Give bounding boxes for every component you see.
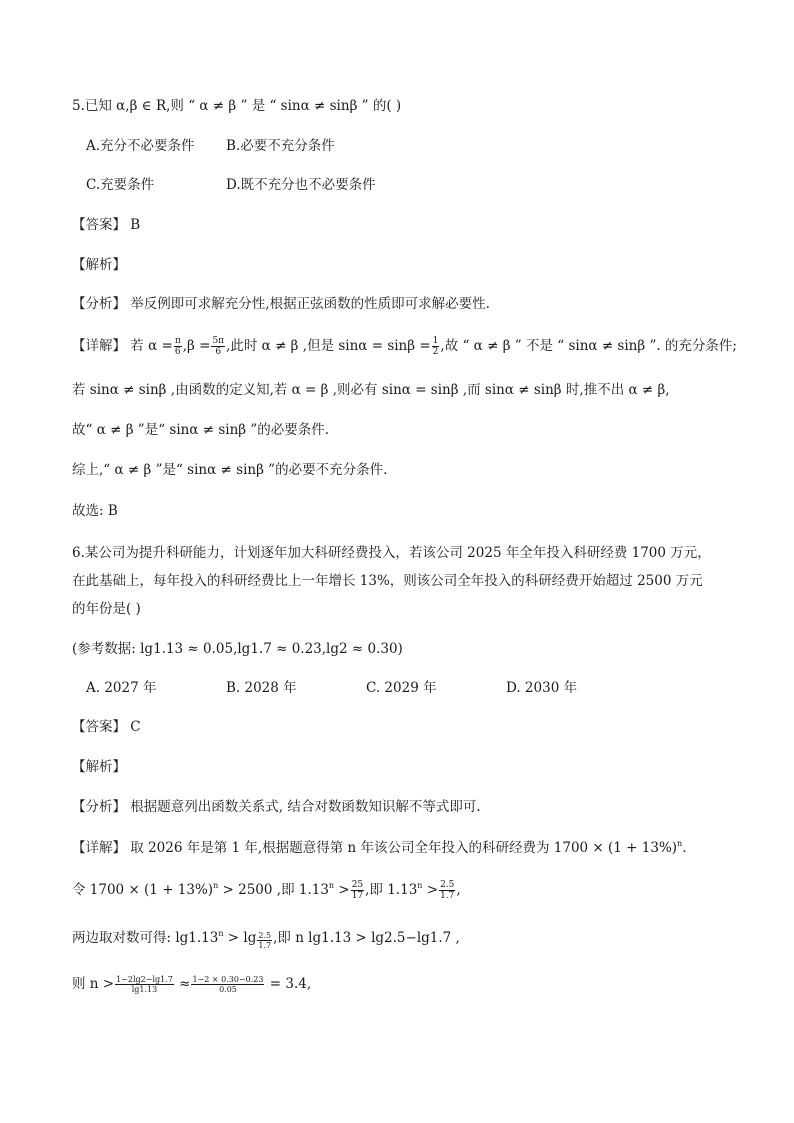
q5-line3: 故“ α ≠ β ”是“ sinα ≠ sinβ ”的必要条件.: [72, 422, 330, 438]
fraction: [439, 880, 455, 901]
fraction: [174, 336, 182, 357]
fraction: [351, 880, 364, 901]
fraction-denominator: lg1.13: [131, 985, 158, 994]
q6-detail: [72, 838, 687, 858]
fraction: [115, 975, 174, 994]
q6-line3: [72, 928, 460, 950]
fraction-denominator: 6: [174, 347, 181, 357]
q5-stem: 5.已知 α,β ∈ R,则 “ α ≠ β ” 是 “ sinα ≠ sinβ ” 的( ): [72, 98, 402, 114]
q6-line3-part: ,即 n lg1.13 > lg2.5−lg1.7 ,: [273, 930, 460, 946]
fraction: [432, 336, 440, 357]
q6-stem-line3: 的年份是( ): [72, 601, 141, 617]
q6-detail-end: .: [682, 840, 687, 856]
fraction-numerator: 2.5: [258, 931, 272, 940]
fraction-denominator: 2: [432, 347, 439, 357]
q5-option-d: D.既不充分也不必要条件: [226, 177, 376, 193]
q6-line2-part: >: [422, 882, 439, 898]
q6-stem-line2: 在此基础上，每年投入的科研经费比上一年增长 13%，则该公司全年投入的科研经费开始超过 2500 万元: [72, 573, 703, 589]
q6-line4: [72, 974, 311, 994]
q6-stem-line1: 6.某公司为提升科研能力，计划逐年加大科研经费投入，若该公司 2025 年全年投入科研经费 1700 万元，: [72, 545, 711, 561]
exponent: n: [328, 881, 335, 890]
q6-line3-part: 两边取对数可得: lg1.13: [72, 930, 219, 946]
fraction-numerator: 2.5: [440, 880, 455, 890]
q6-line2-part: >: [334, 882, 350, 898]
q5-option-c: C.充要条件: [86, 177, 155, 193]
fraction-numerator: 1: [432, 336, 439, 346]
exponent: n: [213, 881, 219, 890]
q6-line3-part: > lg: [223, 930, 257, 946]
fraction-numerator: 1−2lg2−lg1.7: [116, 975, 173, 984]
q5-detail-mid: ,β =: [182, 338, 211, 354]
q6-line4-part: 则 n >: [72, 976, 115, 992]
q5-analysis-title: 【解析】: [72, 257, 126, 273]
fraction-denominator: 1.7: [440, 891, 455, 901]
fraction-denominator: 6: [215, 347, 222, 357]
fraction-numerator: π: [174, 336, 181, 346]
q6-option-c: C. 2029 年: [366, 680, 437, 696]
fraction-denominator: 17: [351, 891, 364, 901]
q6-option-d: D. 2030 年: [506, 680, 578, 696]
q6-line2-part: 令 1700 × (1 + 13%): [72, 882, 214, 898]
exponent: n: [417, 881, 423, 890]
q6-line2-part: ,即 1.13: [365, 882, 418, 898]
exponent: n: [677, 839, 683, 848]
q5-option-a: A.充分不必要条件: [86, 138, 195, 154]
q5-detail: [72, 336, 737, 357]
q5-detail-tail: ,故 “ α ≠ β ” 不是 “ sinα ≠ sinβ ”. 的充分条件;: [440, 338, 737, 354]
fraction-numerator: 25: [351, 880, 364, 890]
q6-analysis: 【分析】 根据题意列出函数关系式, 结合对数函数知识解不等式即可.: [72, 799, 481, 815]
exponent: n: [218, 929, 224, 938]
q6-line4-part: = 3.4,: [265, 976, 312, 992]
fraction-denominator: 0.05: [219, 985, 237, 994]
q6-reference-data: (参考数据: lg1.13 ≈ 0.05,lg1.7 ≈ 0.23,lg2 ≈ 0.30): [72, 641, 403, 657]
q5-detail-prefix: 【详解】 若 α =: [72, 338, 173, 354]
q6-option-b: B. 2028 年: [226, 680, 297, 696]
q6-line2: [72, 880, 461, 901]
q5-detail-rest: ,此时 α ≠ β ,但是 sinα = sinβ =: [226, 338, 431, 354]
fraction-denominator: 1.7: [258, 941, 272, 950]
q5-analysis: 【分析】 举反例即可求解充分性,根据正弦函数的性质即可求解必要性.: [72, 296, 490, 312]
q5-line4: 综上,“ α ≠ β ”是“ sinα ≠ sinβ ”的必要不充分条件.: [72, 462, 388, 478]
fraction: [257, 931, 272, 950]
fraction: [191, 975, 264, 994]
q6-line2-part: ,: [456, 882, 461, 898]
q6-line4-part: ≈: [174, 976, 191, 992]
q5-choose: 故选: B: [72, 503, 118, 519]
q6-detail-text: 【详解】 取 2026 年是第 1 年,根据题意得第 n 年该公司全年投入的科研经费为 1700 × (1 + 13%): [72, 840, 678, 856]
fraction-numerator: 5π: [212, 336, 225, 346]
q5-line2: 若 sinα ≠ sinβ ,由函数的定义知,若 α = β ,则必有 sinα = sinβ ,而 sinα ≠ sinβ 时,推不出 α ≠ β,: [72, 382, 670, 398]
q6-answer: 【答案】 C: [72, 719, 141, 735]
fraction-numerator: 1−2 × 0.30−0.23: [192, 975, 264, 984]
fraction: [211, 336, 225, 357]
q6-analysis-title: 【解析】: [72, 759, 126, 775]
q6-line2-part: > 2500 ,即 1.13: [218, 882, 329, 898]
q5-option-b: B.必要不充分条件: [226, 138, 335, 154]
q5-answer: 【答案】 B: [72, 217, 141, 233]
q6-option-a: A. 2027 年: [86, 680, 157, 696]
